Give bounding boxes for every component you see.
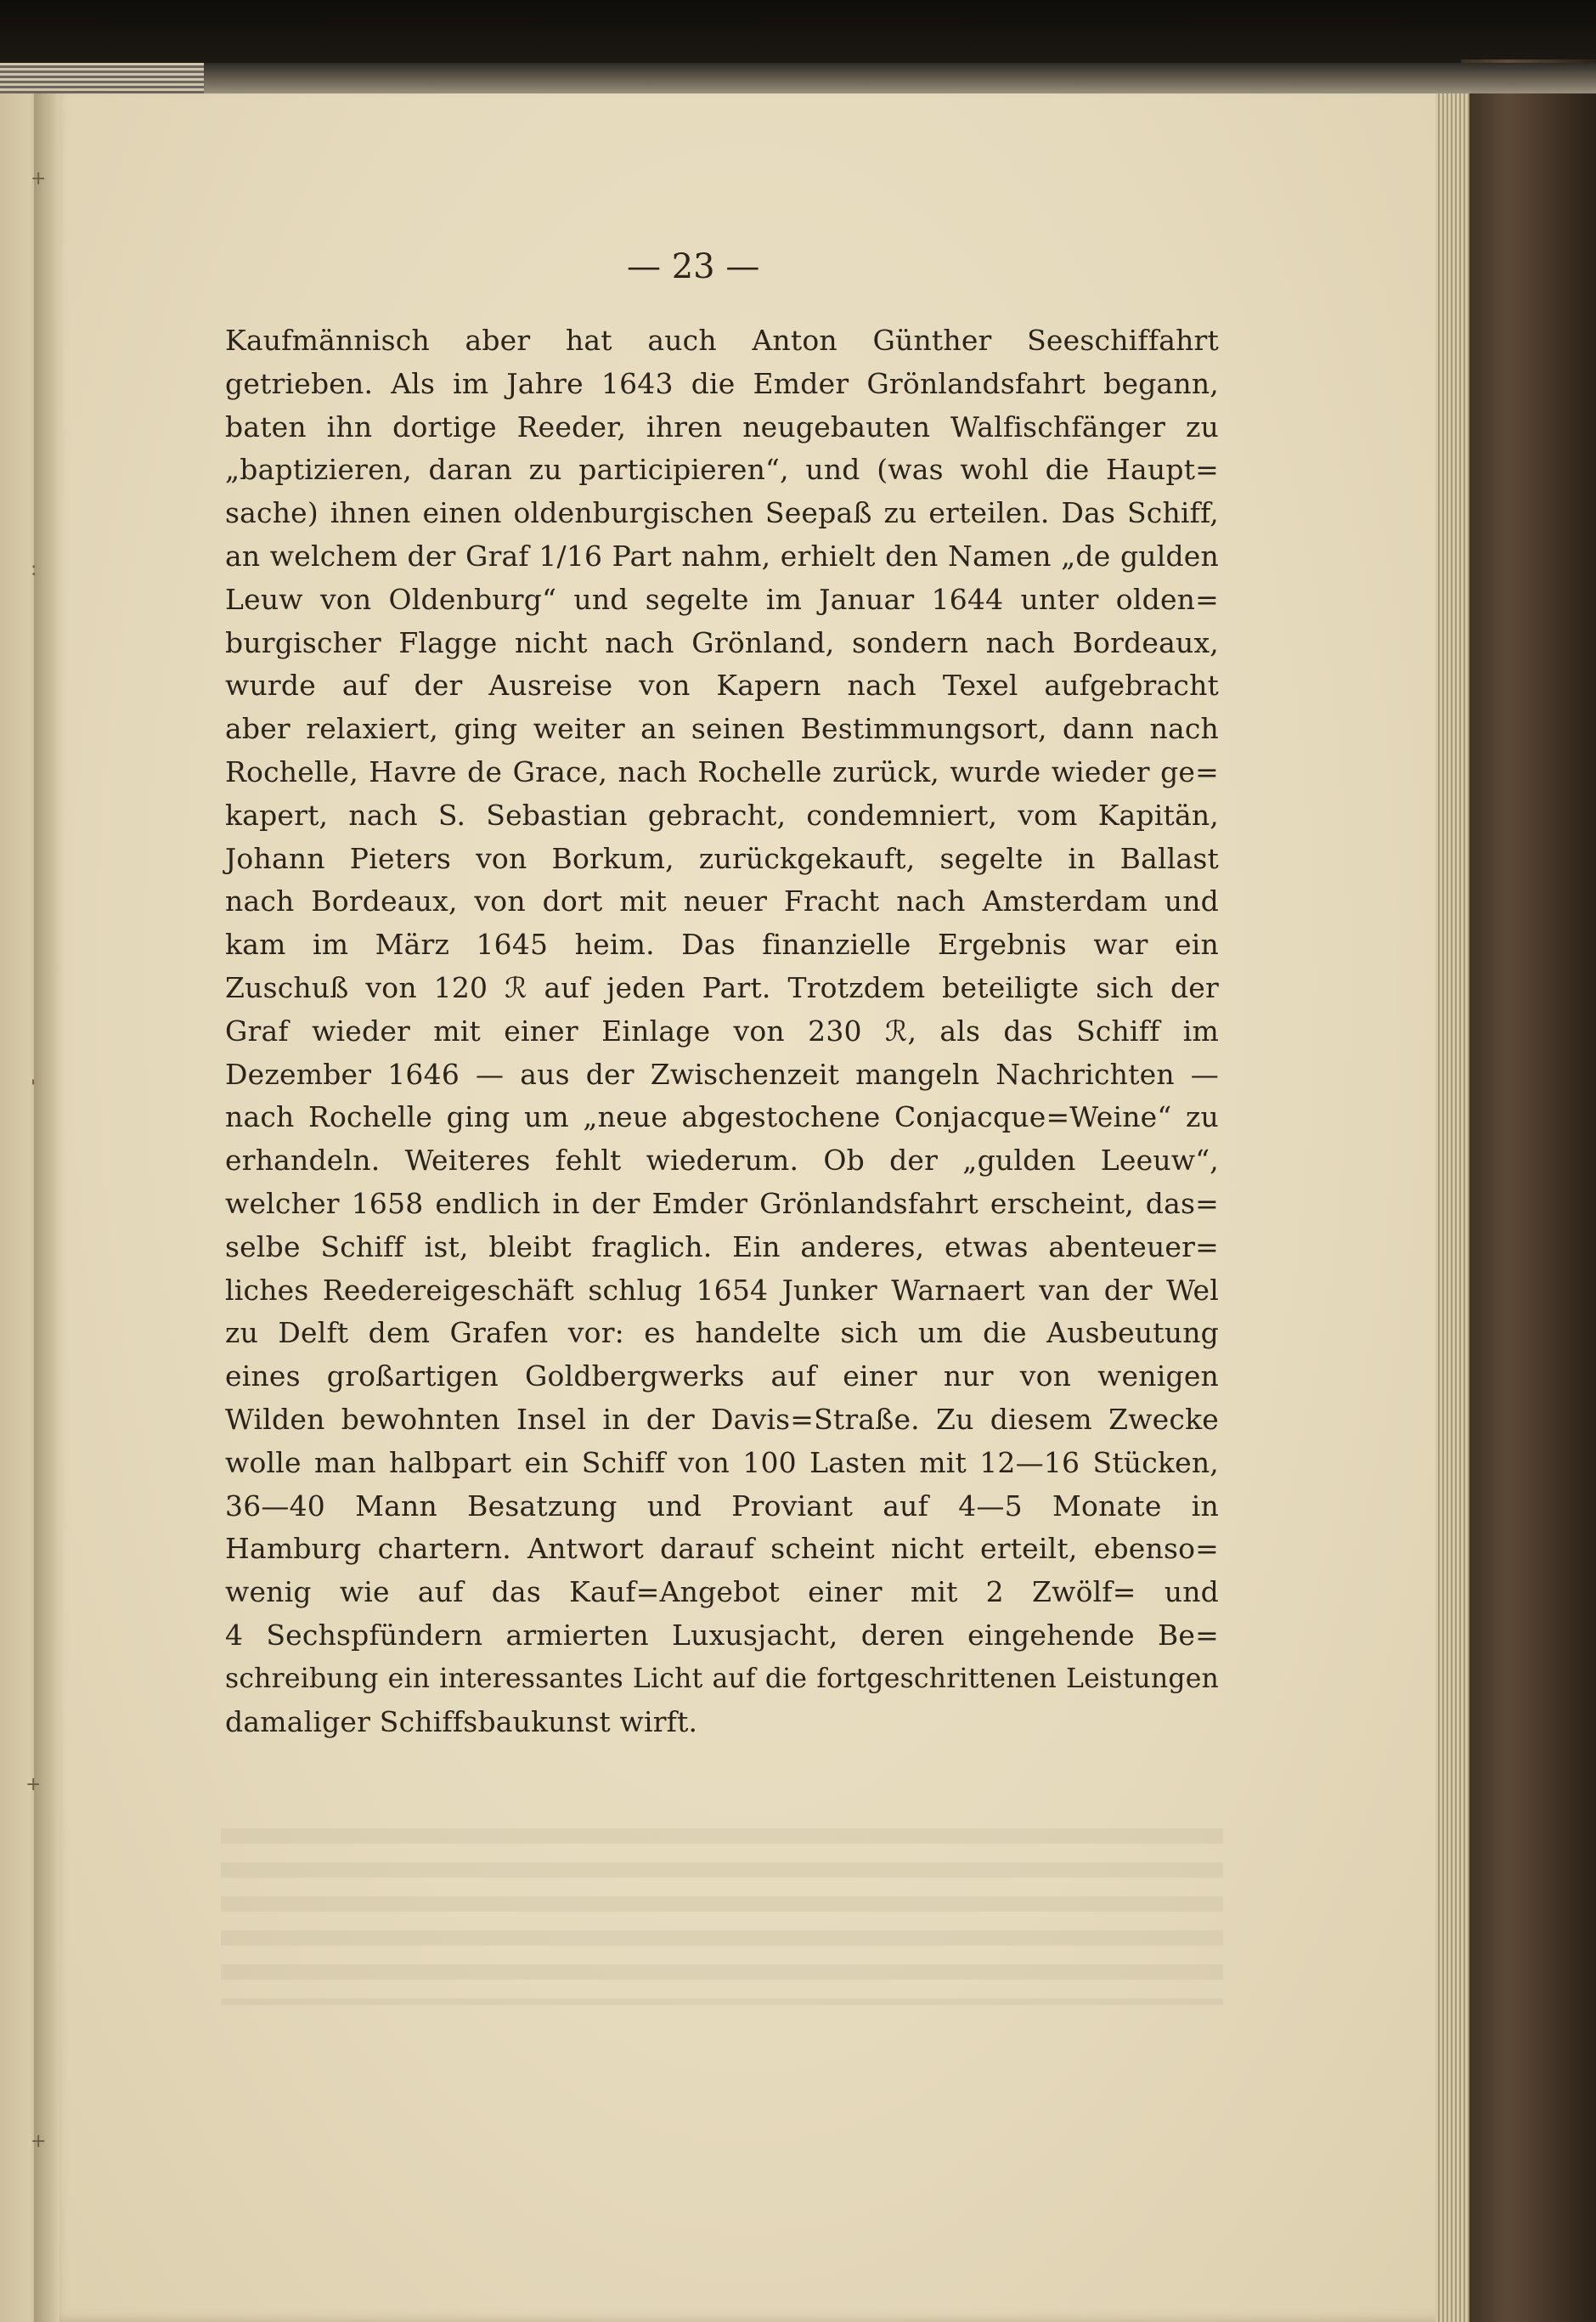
text-line: erhandeln. Weiteres fehlt wiederum. Ob der „gulden Leeuw“, <box>225 1144 1219 1178</box>
text-line: sache) ihnen einen oldenburgischen Seepaß zu erteilen. Das Schiff, <box>225 496 1219 530</box>
book-cover-edge <box>1461 59 1596 2322</box>
text-line: baten ihn dortige Reeder, ihren neugebauten Walfischfänger zu <box>225 410 1219 443</box>
margin-tick-mark: + <box>31 168 47 189</box>
text-line: nach Rochelle ging um „neue abgestochene Conjacque=Weine“ zu <box>225 1100 1219 1134</box>
text-line: 4 Sechspfündern armierten Luxusjacht, deren eingehende Be= <box>225 1618 1219 1652</box>
book-top-edge <box>0 63 1596 93</box>
text-line: Kaufmännisch aber hat auch Anton Günther Seeschiffahrt <box>225 324 1219 357</box>
margin-tick-mark: ' <box>31 1077 37 1099</box>
text-line: Hamburg chartern. Antwort darauf scheint nicht erteilt, ebenso= <box>225 1532 1219 1566</box>
text-line: aber relaxiert, ging weiter an seinen Bestimmungsort, dann nach <box>225 712 1219 746</box>
text-line: Dezember 1646 — aus der Zwischenzeit mangeln Nachrichten — <box>225 1057 1219 1091</box>
text-line: selbe Schiff ist, bleibt fraglich. Ein anderes, etwas abenteuer= <box>225 1229 1219 1263</box>
text-line: Rochelle, Havre de Grace, nach Rochelle zurück, wurde wieder ge= <box>225 754 1219 788</box>
page-stack-edges <box>1435 85 1469 2322</box>
text-line: Leuw von Oldenburg“ und segelte im Januar 1644 unter olden= <box>225 582 1219 616</box>
text-line: 36—40 Mann Besatzung und Proviant auf 4—5 Monate in <box>225 1489 1219 1523</box>
text-line: an welchem der Graf 1/16 Part nahm, erhielt den Namen „de gulden <box>225 539 1219 573</box>
text-line: wenig wie auf das Kauf=Angebot einer mit 2 Zwölf= und <box>225 1575 1219 1609</box>
text-line: kam im März 1645 heim. Das finanzielle Ergebnis war ein <box>225 928 1219 962</box>
text-line: getrieben. Als im Jahre 1643 die Emder Grönlandsfahrt begann, <box>225 366 1219 400</box>
text-line: eines großartigen Goldbergwerks auf einer nur von wenigen <box>225 1359 1219 1393</box>
text-line: liches Reedereigeschäft schlug 1654 Junker Warnaert van der Wel <box>225 1273 1219 1307</box>
text-line: nach Bordeaux, von dort mit neuer Fracht nach Amsterdam und <box>225 884 1219 918</box>
text-line: kapert, nach S. Sebastian gebracht, condemniert, vom Kapitän, <box>225 798 1219 832</box>
page-gutter <box>34 88 59 2322</box>
scanner-backdrop <box>0 0 1596 68</box>
text-line: Johann Pieters von Borkum, zurückgekauft, segelte in Ballast <box>225 841 1219 875</box>
body-text <box>225 319 1219 1743</box>
text-line: wurde auf der Ausreise von Kapern nach Texel aufgebracht <box>225 669 1219 703</box>
text-line: damaliger Schiffsbaukunst wirft. <box>225 1704 698 1738</box>
text-line: Wilden bewohnten Insel in der Davis=Straße. Zu diesem Zwecke <box>225 1402 1219 1436</box>
margin-tick-mark: + <box>25 1774 42 1795</box>
text-line: Zuschuß von 120 ℛ auf jeden Part. Trotzdem beteiligte sich der <box>225 970 1219 1004</box>
text-line: zu Delft dem Grafen vor: es handelte sich um die Ausbeutung <box>225 1316 1219 1350</box>
margin-tick-mark: + <box>31 2131 47 2152</box>
text-line: welcher 1658 endlich in der Emder Grönlandsfahrt erscheint, das= <box>225 1186 1219 1220</box>
text-line: Graf wieder mit einer Einlage von 230 ℛ, als das Schiff im <box>225 1014 1219 1048</box>
show-through-bleed <box>221 1810 1223 2005</box>
text-line: „baptizieren, daran zu participieren“, und (was wohl die Haupt= <box>225 453 1219 487</box>
margin-tick-mark: : <box>31 559 37 580</box>
text-line: burgischer Flagge nicht nach Grönland, sondern nach Bordeaux, <box>225 625 1219 659</box>
text-line: schreibung ein interessantes Licht auf die fortgeschrittenen Leistungen <box>225 1663 1219 1694</box>
left-top-strip <box>0 63 204 93</box>
text-line: wolle man halbpart ein Schiff von 100 Lasten mit 12—16 Stücken, <box>225 1445 1219 1479</box>
